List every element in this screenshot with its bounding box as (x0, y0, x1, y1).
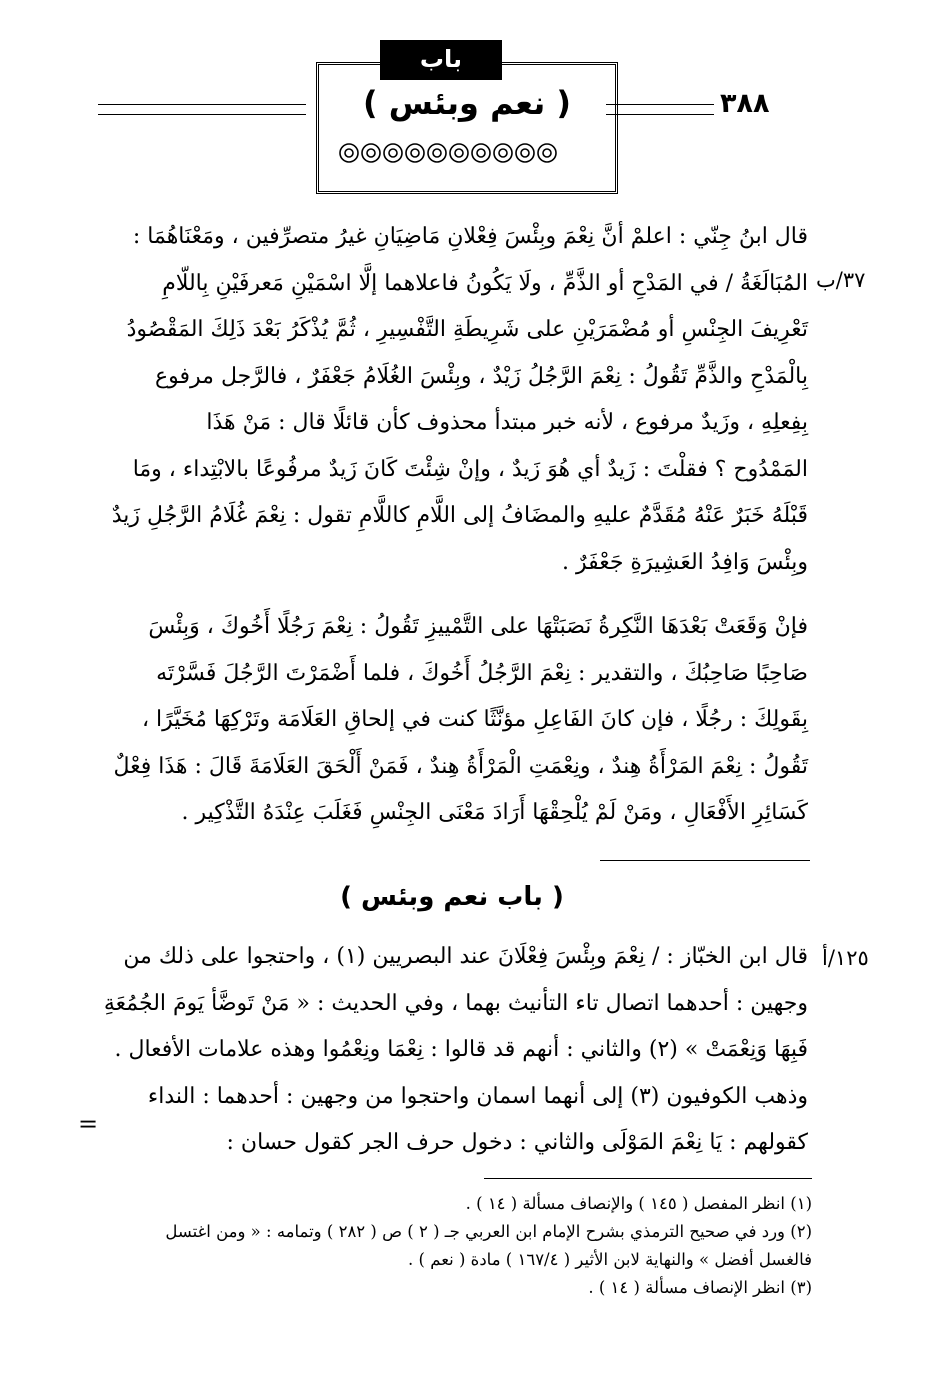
paragraph-ibn-khabbaz (96, 934, 808, 1167)
manuscript-folio-note: ٣٧/ب (816, 268, 866, 292)
text-line: فَبِهَا وَنِعْمَتْ » (٢) والثاني : أنهم قد قالوا : نِعْمَا ونِعْمُوا وهذه علامات الأفعال . (114, 1037, 808, 1062)
text-line: بِقَولِكَ : رجُلًا ، فإن كانَ الفَاعِلِ مؤنَّثًا كنت في إلحاقِ العَلَامَة وتَرْكِهَا مُخَيَّرًا ، (141, 707, 808, 732)
page-number: ٣٨٨ (720, 88, 770, 119)
chapter-title-box (316, 62, 618, 194)
text-line: المُبَالَغَةُ / في المَدْحِ أو الذَّمِّ ، ولَا يَكُونُ فاعلاهما إلَّا اسْمَيْنِ مَعرفَيْنِ بِاللّامِ (162, 270, 808, 296)
text-line: تَقُولُ : نِعْمَ المَرْأَةُ هِندٌ ، ونِعْمَتِ الْمَرْأَةُ هِندٌ ، فَمَنْ أَلْحَقَ العَلَامَةَ قَالَ : هَذَا فِعْلٌ (113, 753, 808, 779)
text-line: بِالْمَدْحِ والذَّمِّ تَقُولُ : نِعْمَ الرَّجُلُ زَيْدٌ ، وبِئْسَ الغُلَامُ جَعْفَرٌ ، فالرَّجل مرفوع (155, 363, 808, 389)
text-line: صَاحِبًا صَاحِبُكَ ، والتقدير : نِعْمَ الرَّجُلُ أَخُوكَ ، فلما أَضْمَرْتَ الرَّجُلَ فَسَّرْتَه (156, 660, 808, 686)
manuscript-folio-note-2: ١٢٥/أ (822, 946, 869, 970)
text-line: المَمْدُوح ؟ فقلْتَ : زَيدٌ أي هُوَ زَيدٌ ، وإنْ شِئْتَ كَانَ زَيدٌ مرفُوعًا بالابْتِداء ، ومَا (132, 456, 808, 482)
paragraph-tamyiz (96, 604, 808, 837)
header-rule-right (606, 104, 714, 105)
text-line: قال ابن الخبّاز : / نِعْمَ وبِئْسَ فِعْلَانَ عند البصريين (١) ، واحتجوا على ذلك من (123, 944, 808, 969)
footnote-rule (484, 1178, 812, 1179)
footnote-3: (٣) انظر الإنصاف مسألة ( ١٤ ) . (588, 1278, 812, 1297)
text-line: تَعْرِيفَ الجِنْسِ أو مُضْمَرَيْنِ على شَرِيطَةِ التَّفْسِيرِ ، ثُمَّ يُذْكَرُ بَعْدَ ذَلِكَ المَقْصُودُ (126, 317, 808, 342)
footnote-1: (١) انظر المفصل ( ١٤٥ ) والإنصاف مسألة ( ١٤ ) . (465, 1194, 812, 1213)
text-line: فإنْ وَقَعَتْ بَعْدَهَا النَّكِرةُ نَصَبَتْهَا على التَّمْييزِ تَقُولُ : نِعْمَ رَجُلًا أَخُوكَ ، وَبِئْسَ (148, 614, 808, 639)
continuation-mark: = (78, 1110, 99, 1138)
text-line: وذهب الكوفيون (٣) إلى أنهما اسمان واحتجوا من وجهين : أحدهما : النداء (147, 1083, 808, 1109)
paragraph-ibn-jinni (96, 214, 808, 586)
footnote-2: (٢) ورد في صحيح الترمذي بشرح الإمام ابن العربي جـ ( ٢ ) ص ( ٢٨٢ ) وتمامه : « ومن اغتسل (165, 1222, 812, 1241)
section-heading: ( باب نعم وبئس ) (340, 882, 564, 912)
chapter-label: باب (380, 40, 502, 80)
text-line: كَسَائِرِ الأَفْعَالِ ، ومَنْ لَمْ يُلْحِقْهَا أَرَادَ مَعْنَى الجِنْسِ فَغَلَبَ عِنْدَهُ التَّذْكِير . (181, 800, 808, 825)
header-rule-left-2 (98, 114, 306, 115)
footnotes (96, 1190, 812, 1302)
header-rule-right-2 (606, 114, 714, 115)
text-line: وجهين : أحدهما اتصال تاء التأنيث بهما ، وفي الحديث : « مَنْ تَوضَّأ يَومَ الجُمُعَةِ (103, 990, 808, 1016)
header-rule-left (98, 104, 306, 105)
chapter-title: ( نعم وبئس ) (362, 84, 572, 122)
text-line: قَبْلَهُ خَبَرٌ عَنْهُ مُقَدَّمٌ عليهِ والمضَافُ إلى اللَّامِ كاللَّامِ تقول : نِعْمَ غُلَامُ الرَّجُلِ زَيدٌ (111, 503, 808, 528)
text-line: وبِئْسَ وَافِدُ العَشِيرَةِ جَعْفَرٌ . (561, 549, 808, 575)
text-line: قال ابنُ جِنّي : اعلمْ أنَّ نِعْمَ وبِئْسَ فِعْلانِ مَاضِيَانِ غيرُ متصرِّفين ، ومَعْنَاهُمَا : (132, 224, 808, 249)
ornament-icon (338, 140, 558, 166)
section-divider (600, 860, 810, 861)
footnote-2-cont: فالغسل أفضل » والنهاية لابن الأثير ( ١٦٧/٤ ) مادة ( نعم ) . (408, 1250, 812, 1269)
text-line: بِفِعلِهِ ، وزَيدٌ مرفوع ، لأنه خبر مبتدأ محذوف كأن قائلًا قال : مَنْ هَذَا (206, 410, 808, 435)
text-line: كقولهم : يَا نِعْمَ المَوْلَى والثاني : دخول حرف الجر كقول حسان : (226, 1130, 808, 1155)
